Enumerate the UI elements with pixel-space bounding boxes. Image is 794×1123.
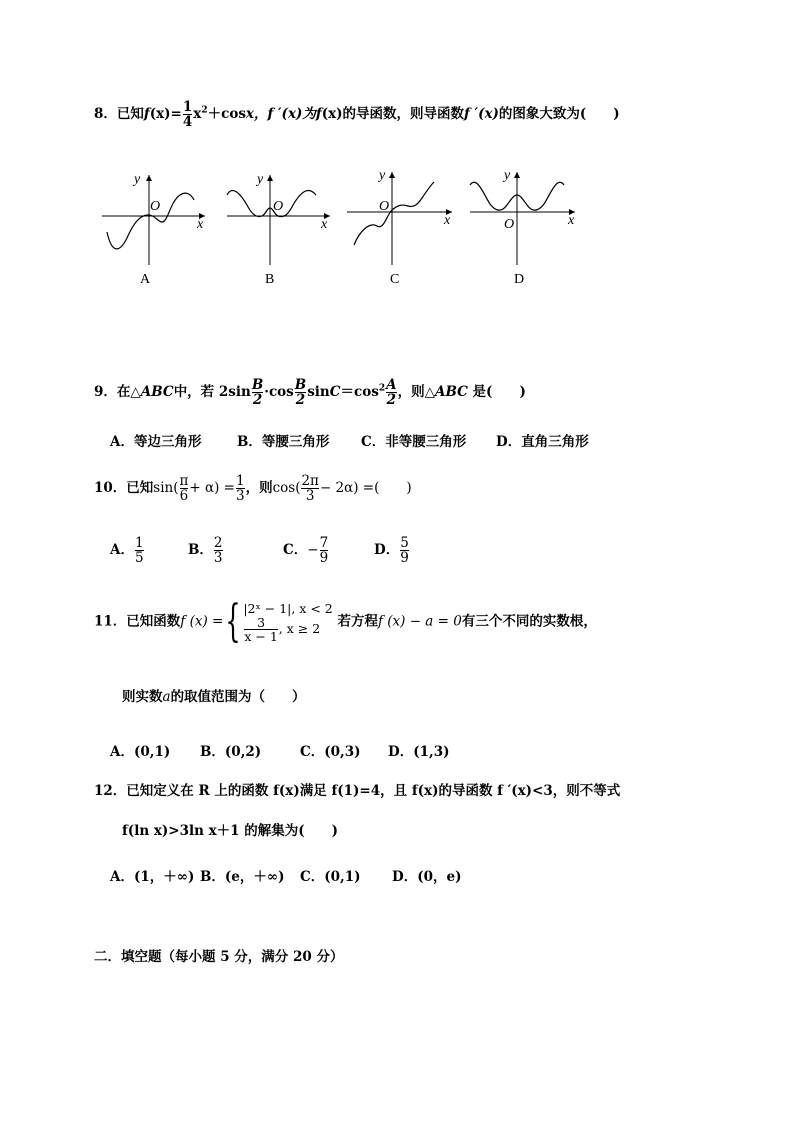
fraction: $\frac{B}{2}$ [251,377,264,409]
q12-stem: 12．已知定义在 R 上的函数 f(x)满足 f(1)=4，且 f(x)的导函数 f ′(x)<3，则不等式 [94,783,621,799]
section-heading: 二．填空题（每小题 5 分，满分 20 分） [94,949,344,965]
graph-label: D [514,272,525,287]
q9-option-b[interactable]: B．等腰三角形 [237,434,330,450]
origin-label: O [379,199,390,214]
origin-label: O [150,199,161,214]
q11-option-c[interactable]: C．(0,3) [300,744,361,760]
piecewise-cases: |2ˣ − 1|, x < 2 $\frac{3}{x - 1}$ , x ≥ 2 [243,600,333,645]
q10-option-c[interactable]: C．− $\frac{7}{9}$ [283,535,329,567]
graph-d [470,168,575,287]
fraction: $\frac{1}{3}$ [235,473,245,505]
q11-option-b[interactable]: B．(0,2) [200,744,262,760]
origin-label: O [504,217,515,232]
q12-option-c[interactable]: C．(0,1) [300,869,361,885]
axis-x-label: x [197,217,204,232]
q11-option-a[interactable]: A．(0,1) [110,744,171,760]
axis-y-label: y [134,172,141,187]
fraction: $\frac{A}{2}$ [386,377,397,409]
q9-option-c[interactable]: C．非等腰三角形 [361,434,467,450]
q9-option-d[interactable]: D．直角三角形 [496,434,589,450]
graph-label: A [140,272,151,287]
q11-stem: 11．已知函数f (x) ={ |2ˣ − 1|, x < 2 $\frac{3}{x - 1}$ , x ≥ 2 若方程f (x) − a = 0有三个不同的实数根， [94,596,597,647]
q8-graphs [92,160,592,295]
graph-label: C [390,272,400,287]
q9-option-a[interactable]: A．等边三角形 [110,434,202,450]
graph-a [102,172,205,287]
fraction: $\frac{2\pi}{3}$ [301,473,319,505]
q10-option-b[interactable]: B． $\frac{2}{3}$ [188,535,223,567]
q12-line2: f(ln x)>3ln x＋1 的解集为( ) [122,823,339,839]
q10-option-d[interactable]: D． $\frac{5}{9}$ [374,535,409,567]
q11-option-d[interactable]: D．(1,3) [388,744,450,760]
axis-y-label: y [504,168,511,183]
axis-x-label: x [321,217,328,232]
graph-label: B [265,272,275,287]
graph-b [227,172,330,287]
graph-c [347,168,452,287]
axis-x-label: x [444,213,451,228]
axis-y-label: y [257,172,264,187]
q12-option-b[interactable]: B．(e，＋∞) [200,869,285,885]
q10-option-a[interactable]: A． $\frac{1}{5}$ [110,535,144,567]
fraction: $\frac{1}{4}$ [182,99,193,131]
fraction: $\frac{\pi}{6}$ [179,473,189,505]
q10-stem: 10．已知sin( $\frac{\pi}{6}$ + α) = $\frac{1}{3}$ ，则cos( $\frac{2\pi}{3}$ − 2α) =( ) [94,473,412,505]
q11-line2: 则实数a的取值范围为（ ） [122,689,306,705]
q12-option-d[interactable]: D．(0，e) [392,869,462,885]
origin-label: O [273,199,284,214]
q8-stem: 8．已知f(x)= $\frac{1}{4}$ $x^2+\cos x$，f ′(x)为f(x)的导函数，则导函数f ′(x)的图象大致为( ) [94,99,620,131]
q12-option-a[interactable]: A．(1，＋∞) [110,869,195,885]
q9-stem: 9．在△ABC中，若 2sin $\frac{B}{2}$ ·cos $\frac{B}{2}$ $\sin C=\cos^2$ $\frac{A}{2}$ ，则△ABC 是( ) [94,377,526,409]
fraction: $\frac{B}{2}$ [294,377,307,409]
axis-y-label: y [379,168,386,183]
axis-x-label: x [568,213,575,228]
